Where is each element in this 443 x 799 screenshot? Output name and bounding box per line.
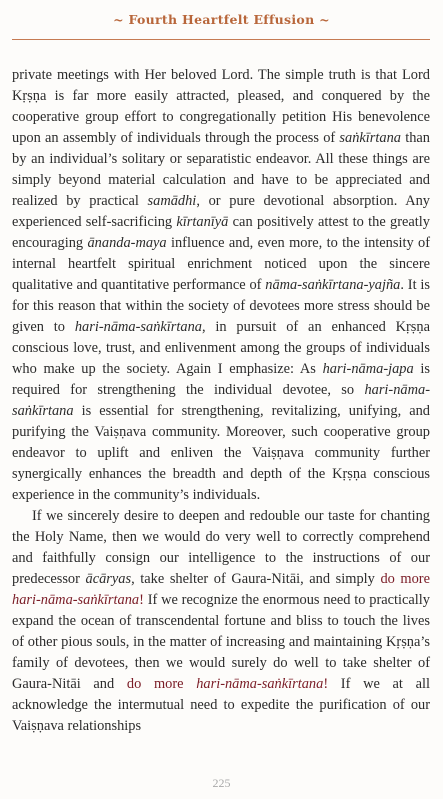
text-run: . It is for this reason that within the society of devotees more stress should be given to	[12, 277, 430, 335]
paragraph-2	[12, 506, 430, 737]
sanskrit-term: samādhi	[147, 193, 197, 209]
text-run: , in pursuit of an enhanced Kṛṣṇa conscious love, trust, and enlivenment among the groups of individuals who make up the society. Again I emphasize: As	[12, 319, 430, 377]
text-run: , or pure devotional absorption. Any experienced self-sacrificing	[12, 193, 430, 230]
emphasis-text: !	[323, 676, 329, 692]
running-head	[0, 12, 443, 27]
sanskrit-term: hari-nāma-saṅkīrtana	[12, 382, 430, 419]
tilde-ornament-left: ~	[113, 12, 124, 27]
tilde-ornament-right: ~	[319, 12, 330, 27]
text-run: If we sincerely desire to deepen and redouble our taste for chanting the Holy Name, then we would do very well to correctly comprehend and faithfully consign our intelligence to the instructions of our predecessor	[12, 508, 430, 587]
text-run: influence and, even more, to the intensity of internal heartfelt spiritual enrichment noticed upon the sincere qualitative and quantitative performance of	[12, 235, 430, 293]
emphasis-text: !	[139, 592, 144, 608]
text-run: If we recognize the enormous need to practically expand the ocean of transcendental fortune and bliss to touch the lives of other pious souls, in the matter of increasing and maintaining Kṛṣṇa’s family of devotees, then we would surely do well to take shelter of Gaura-Nitāi and	[12, 592, 430, 692]
body-text	[12, 65, 430, 737]
sanskrit-term: hari-nāma-saṅkīrtana	[74, 319, 202, 335]
sanskrit-term: hari-nāma-japa	[322, 361, 414, 377]
text-run: is required for strengthening the individual devotee, so	[12, 361, 430, 398]
text-run: If we at all acknowledge the intermutual need to expedite the purification of our Vaiṣṇava relationships	[12, 676, 430, 734]
emphasis-text: do more	[380, 571, 430, 587]
sanskrit-term: kīrtanīyā	[176, 214, 229, 230]
paragraph-1	[12, 65, 430, 506]
emphasis-sanskrit-term: hari-nāma-saṅkīrtana	[196, 676, 324, 692]
header-rule	[12, 39, 430, 40]
sanskrit-term: ācāryas	[85, 571, 132, 587]
text-run: private meetings with Her beloved Lord. The simple truth is that Lord	[12, 67, 430, 83]
page-number: 225	[212, 776, 231, 790]
emphasis-sanskrit-term: hari-nāma-saṅkīrtana	[12, 592, 140, 608]
sanskrit-term: saṅkīrtana	[339, 130, 401, 146]
emphasized-phrase	[127, 676, 328, 692]
text-run: is far more easily attracted, pleased, and conquered by the cooperative group effort to congregationally petition His benevolence upon an assembly of individuals through the process of	[12, 88, 430, 146]
text-run: Kṛṣṇa	[12, 88, 47, 104]
sanskrit-term: ānanda-maya	[87, 235, 167, 251]
sanskrit-term: nāma-saṅkīrtana-yajña	[265, 277, 401, 293]
text-run: , take shelter of Gaura-Nitāi, and simply	[131, 571, 381, 587]
text-run: is essential for strengthening, revitalizing, unifying, and purifying the Vaiṣṇava community. Moreover, such cooperative group endeavor to uplift and enliven the Vaiṣṇava community further synergically enhances the breadth and depth of the Kṛṣṇa conscious experience in the community’s individuals.	[12, 403, 430, 503]
text-run: can positively attest to the greatly encouraging	[12, 214, 430, 251]
emphasis-text: do more	[126, 676, 197, 692]
text-run: than by an individual’s solitary or separatistic endeavor. All these things are simply beyond material calculation and have to be appreciated and realized by practical	[12, 130, 430, 209]
chapter-title: Fourth Heartfelt Effusion	[128, 12, 315, 27]
